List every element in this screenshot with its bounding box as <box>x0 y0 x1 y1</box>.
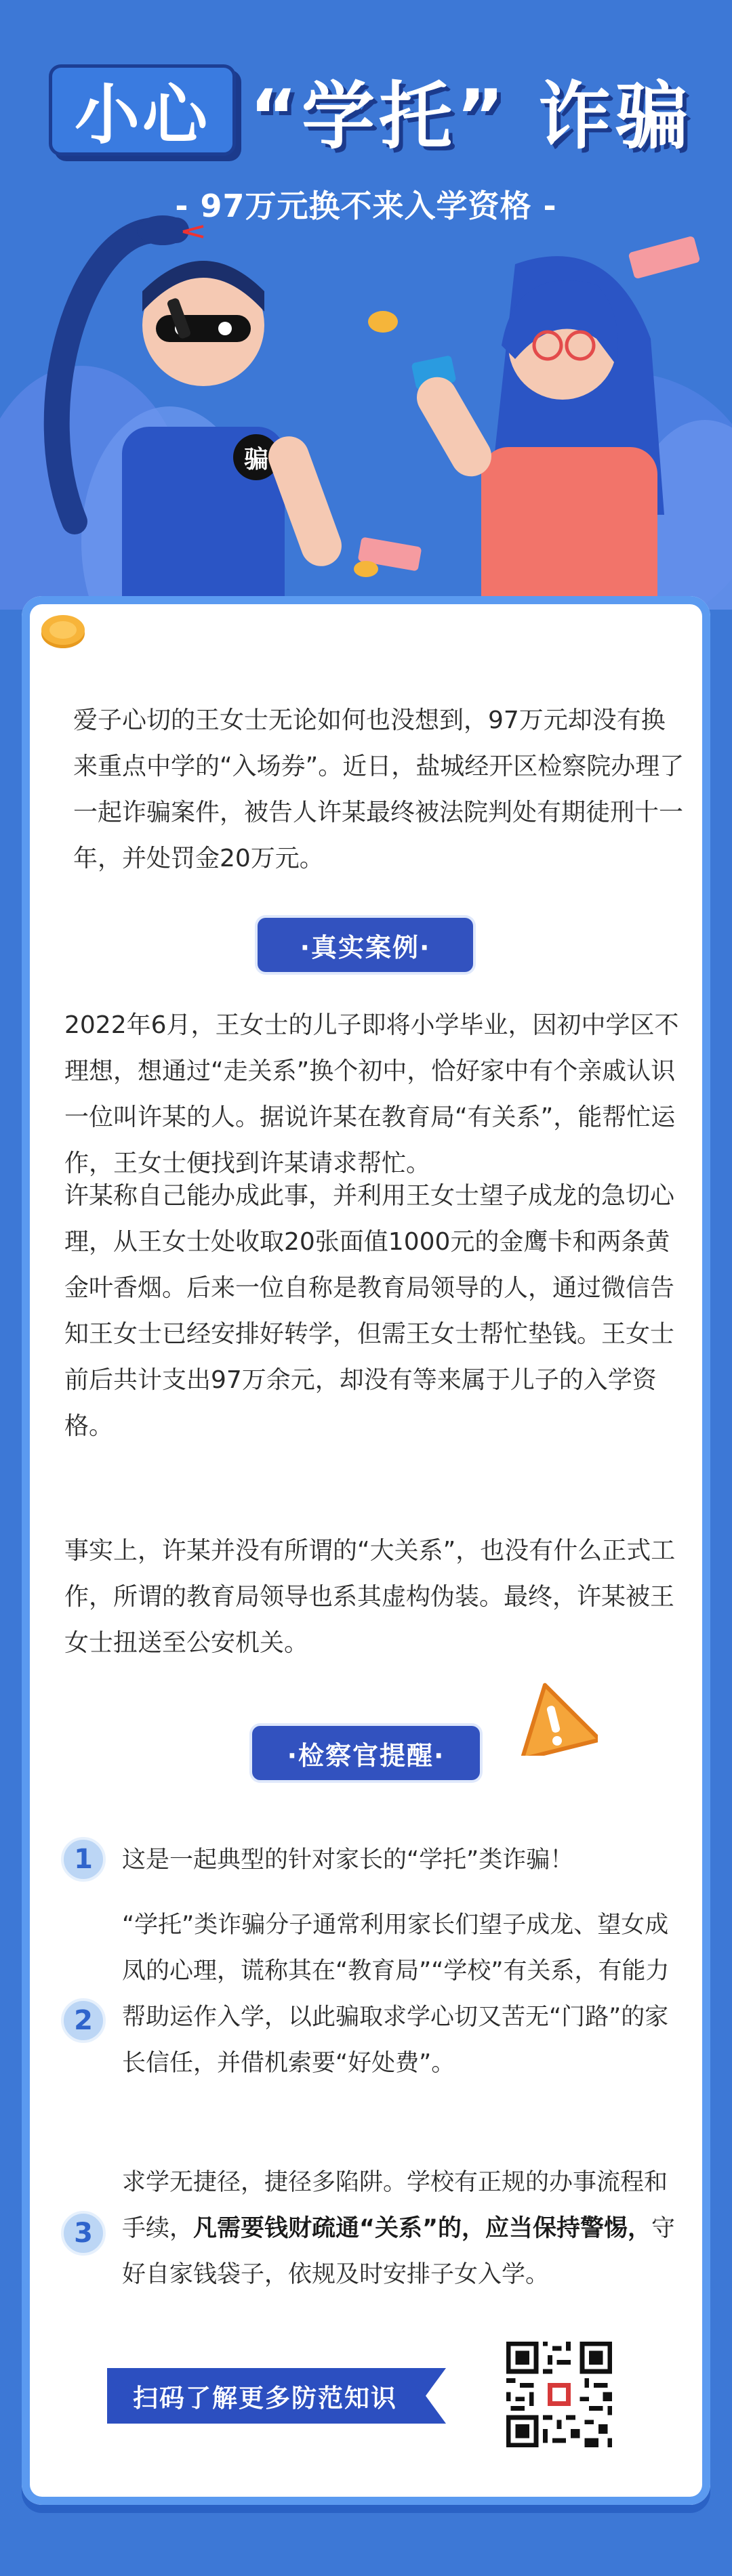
reminder-section-label: ·检察官提醒· <box>252 1726 480 1780</box>
header-banner <box>0 0 732 610</box>
cta-label: 扫码了解更多防范知识 <box>133 2384 397 2413</box>
case-section-label: ·真实案例· <box>258 918 473 972</box>
tip-text: 这是一起典型的针对家长的“学托”类诈骗！ <box>122 1846 574 1874</box>
tip-text-part: 求学无捷径，捷径多陷阱。学校有正规的办事流程和手续， <box>122 2169 668 2242</box>
tip-number-badge: 1 <box>61 1837 106 1882</box>
title-box <box>49 64 236 156</box>
title-row <box>0 64 732 159</box>
coin-icon <box>39 613 87 650</box>
tip-number-badge: 2 <box>61 1998 106 2043</box>
case-paragraph: 许某称自己能办成此事，并利用王女士望子成龙的急切心理，从王女士处收取20张面值1000元的金鹰卡和两条黄金叶香烟。后来一位自称是教育局领导的人，通过微信告知王女士已经安排好转学，但需王女士帮忙垫钱。王女士前后共计支出97万余元，却没有等来属于儿子的入学资格。 <box>64 1182 675 1440</box>
tip-text: “学托”类诈骗分子通常利用家长们望子成龙、望女成凤的心理，谎称其在“教育局”“学校”有关系，有能力帮助运作入学，以此骗取求学心切又苦无“门路”的家长信任，并借机索要“好处费”。 <box>122 1912 670 2077</box>
tip-number-badge: 3 <box>61 2211 106 2256</box>
tip-text <box>122 2159 682 2298</box>
tip-text-part: 守好自家钱袋子，依规及时安排子女入学。 <box>122 2215 676 2288</box>
case-paragraph: 2022年6月，王女士的儿子即将小学毕业，因初中学区不理想，想通过“走关系”换个初中，恰好家中有个亲戚认识一位叫许某的人。据说许某在教育局“有关系”，能帮忙运作，王女士便找到许某请求帮忙。 <box>64 1011 679 1177</box>
scam-illustration <box>0 203 732 610</box>
scam-badge-char: 骗 <box>243 446 269 473</box>
warning-icon <box>510 1680 598 1756</box>
case-paragraph: 事实上，许某并没有所谓的“大关系”，也没有什么正式工作，所谓的教育局领导也系其虚构伪装。最终，许某被王女士扭送至公安机关。 <box>64 1537 676 1657</box>
tip-text-emphasis: 凡需要钱财疏通“关系”的，应当保持警惕， <box>193 2215 652 2242</box>
title-box-text: 小心 <box>75 77 210 153</box>
qr-code[interactable] <box>502 2337 617 2452</box>
page-title: “学托” 诈骗 <box>249 75 693 159</box>
intro-paragraph: 爱子心切的王女士无论如何也没想到，97万元却没有换来重点中学的“入场券”。近日，盐城经开区检察院办理了一起诈骗案件，被告人许某最终被法院判处有期徒刑十一年，并处罚金20万元。 <box>73 706 685 872</box>
scan-cta-banner <box>107 2368 446 2424</box>
page-subtitle: - 97万元换不来入学资格 - <box>175 188 557 224</box>
